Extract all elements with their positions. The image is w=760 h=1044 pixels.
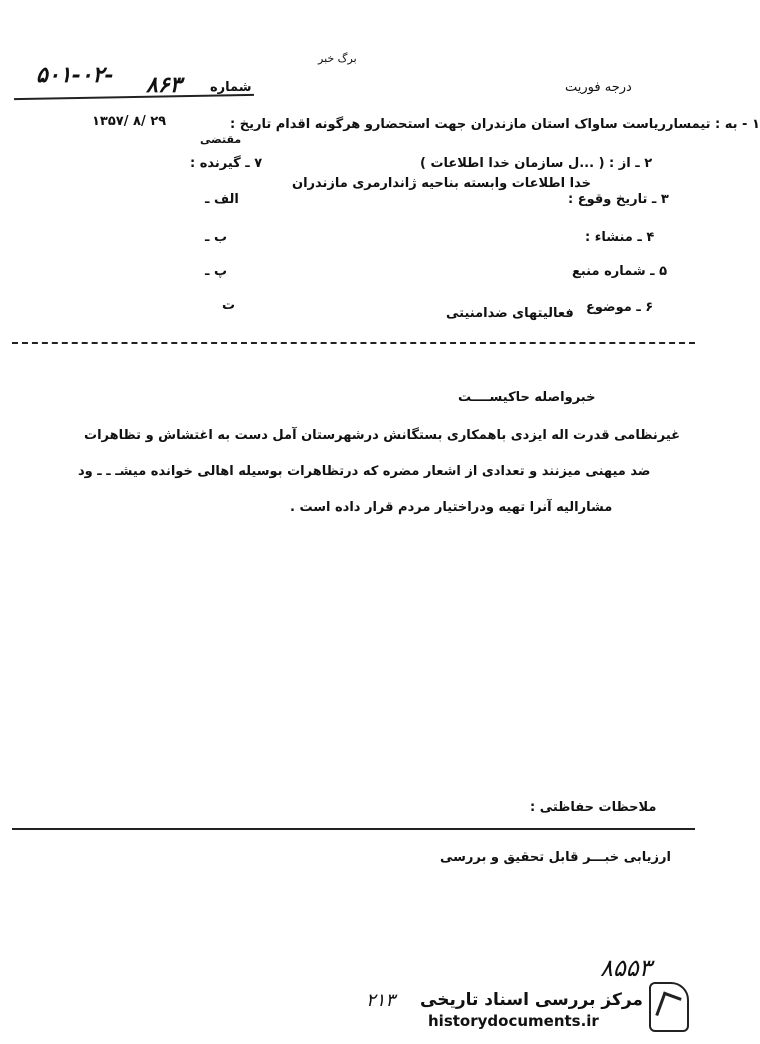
date-value: ۱۳۵۷/ ۸/ ۲۹ xyxy=(92,114,167,129)
field-2-sub: خدا اطلاعات وابسته بناحیه ژاندارمری مازندران xyxy=(292,176,591,191)
field-3: ۳ ـ تاریخ وقوع : xyxy=(568,192,669,207)
body-heading: خبرواصله حاکیســــت xyxy=(458,390,596,405)
body-line-3: مشارالیه آنرا تهیه ودراختیار مردم قرار داده است . xyxy=(290,500,613,515)
handwritten-code: ۸۵۵۳ xyxy=(600,954,652,982)
field-6-label: ۶ ـ موضوع xyxy=(586,300,654,315)
divider-top xyxy=(12,342,695,344)
body-line-1: غیرنظامی قدرت اله ایزدی باهمکاری بستگانش درشهرستان آمل دست به اغتشاش و تظاهرات xyxy=(84,428,681,443)
field-1: ۱ - به : تیمسارریاست ساواک استان مازندران جهت استحضارو هرگونه اقدام تاریخ : xyxy=(230,117,760,132)
recipient-be: ب ـ xyxy=(205,230,228,245)
field-6-value: فعالیتهای ضدامنیتی xyxy=(446,306,574,321)
number-value: ۸۶۳ xyxy=(146,72,182,98)
field-1-note: مقتضی xyxy=(200,133,242,146)
handwritten-underline xyxy=(14,94,254,100)
header-title: برگ خبر xyxy=(318,52,357,65)
handwritten-code-2: ۲۱۳ xyxy=(366,990,396,1011)
recipient-alef: الف ـ xyxy=(205,192,239,207)
number-label: شماره xyxy=(210,80,252,95)
field-4: ۴ ـ منشاء : xyxy=(585,230,655,245)
field-5: ۵ ـ شماره منبع xyxy=(572,264,668,279)
body-line-2: ضد میهنی میزنند و تعدادی از اشعار مضره که درتظاهرات بوسیله اهالی خوانده میشـ ـ ـ ود xyxy=(78,464,651,479)
urgency-label: درجه فوریت xyxy=(565,80,632,95)
handwritten-number: ۵۰۱-۰۲- xyxy=(36,62,114,88)
security-notes: ملاحظات حفاظتی : xyxy=(530,800,657,815)
watermark-url: historydocuments.ir xyxy=(428,1012,599,1030)
divider-bottom xyxy=(12,828,695,830)
archive-logo-icon xyxy=(649,982,689,1032)
assessment: ارزیابی خبـــر قابل تحقیق و بررسی xyxy=(440,850,671,865)
watermark-title: مرکز بررسی اسناد تاریخی xyxy=(420,990,643,1010)
field-7: ۷ ـ گیرنده : xyxy=(190,156,263,171)
recipient-te: ت xyxy=(222,298,236,313)
field-2: ۲ ـ از : ( ...ل سازمان خدا اطلاعات ) xyxy=(420,156,653,171)
recipient-pe: پ ـ xyxy=(205,264,228,279)
